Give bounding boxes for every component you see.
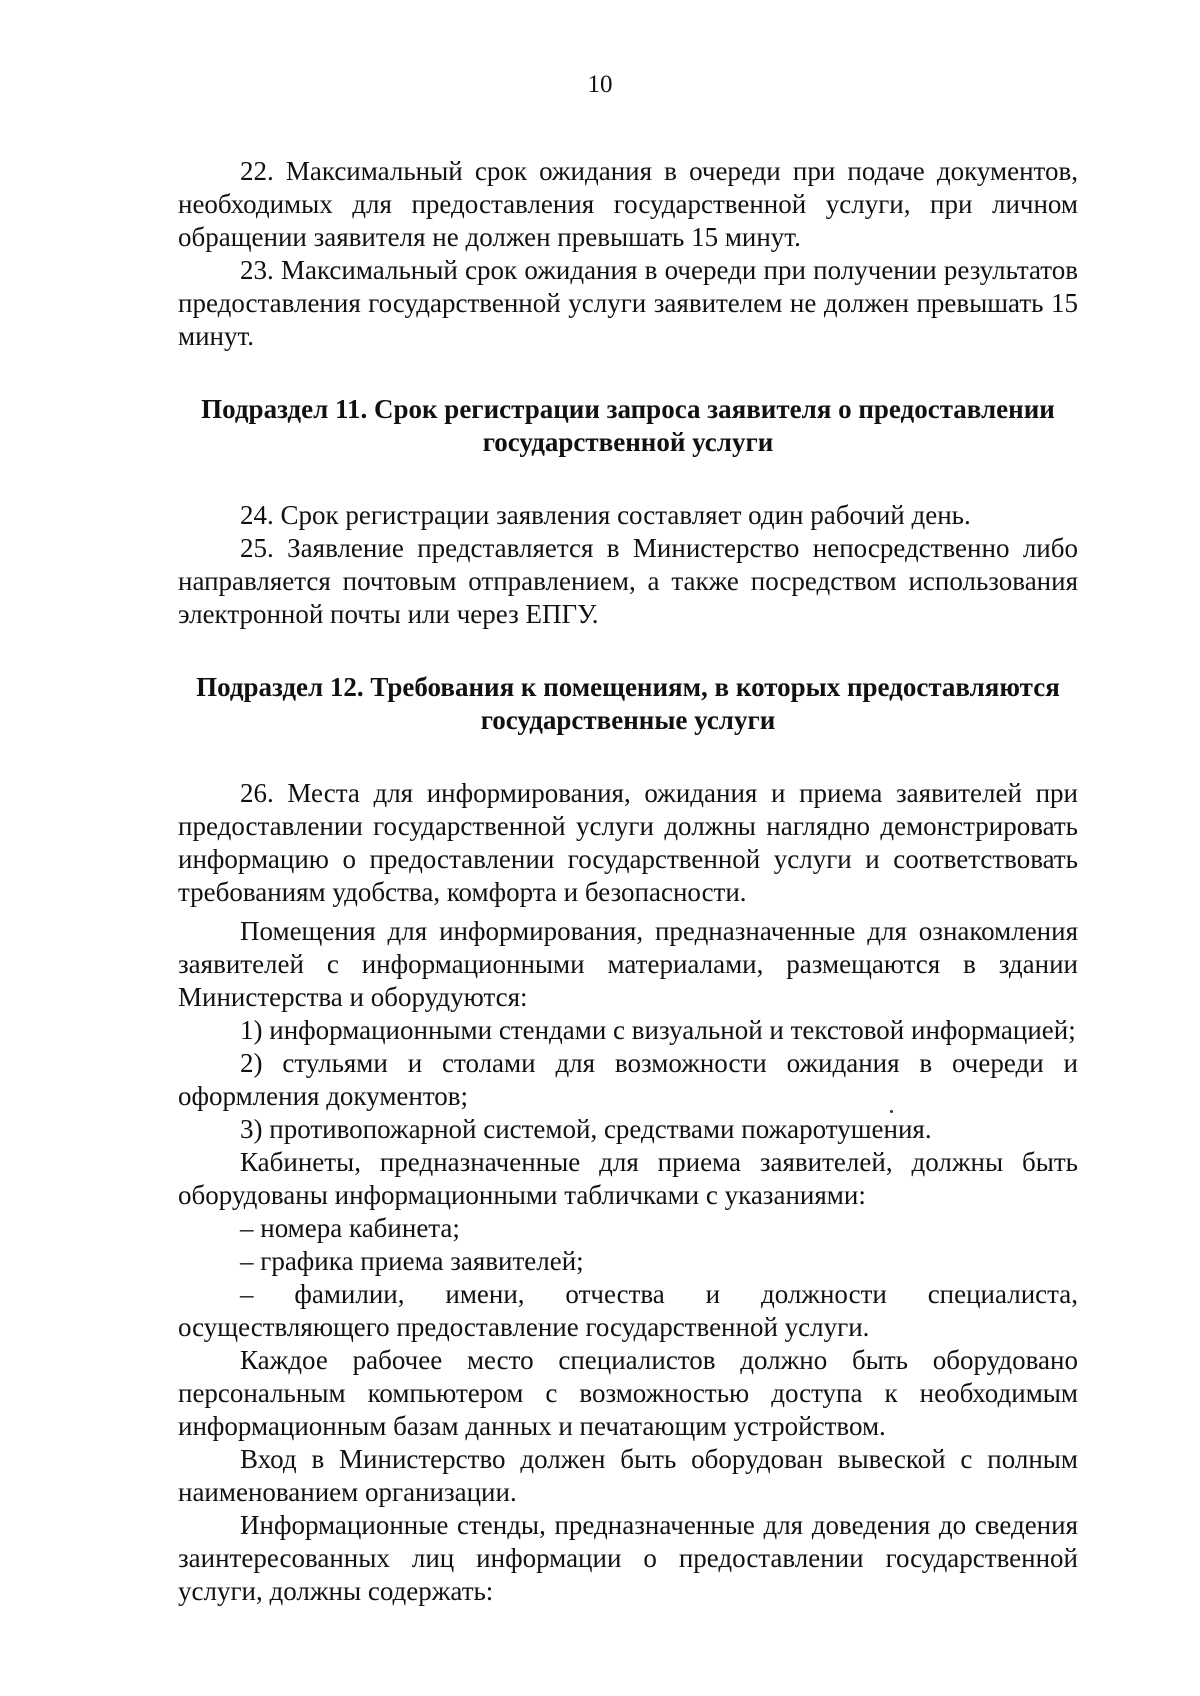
list-item-specialist: – фамилии, имени, отчества и должности специалиста, осуществляющего предоставление государственной услуги. [178, 1279, 1078, 1342]
paragraph-26: 26. Места для информирования, ожидания и приема заявителей при предоставлении государственной услуги должны наглядно демонстрировать информацию о предоставлении государственной услуги и соответствовать требованиям удобства, комфорта и безопасности. [178, 778, 1078, 907]
subsection-11-heading [178, 393, 1078, 459]
paragraph-22: 22. Максимальный срок ожидания в очереди при подаче документов, необходимых для предоставления государственной услуги, при личном обращении заявителя не должен превышать 15 минут. [178, 156, 1078, 252]
document-body [178, 155, 1078, 1608]
paragraph-info-stands: Информационные стенды, предназначенные для доведения до сведения заинтересованных лиц информации о предоставлении государственной услуги, должны содержать: [178, 1510, 1078, 1606]
subsection-11-heading-line1: Подраздел 11. Срок регистрации запроса заявителя о предоставлении [201, 394, 1055, 424]
list-item-1: 1) информационными стендами с визуальной и текстовой информацией; [240, 1015, 1076, 1045]
page-number: 10 [587, 71, 613, 98]
paragraph-info-rooms: Помещения для информирования, предназначенные для ознакомления заявителей с информационными материалами, размещаются в здании Министерства и оборудуются: [178, 916, 1078, 1012]
subsection-12-heading-line1: Подраздел 12. Требования к помещениям, в которых предоставляются [196, 672, 1060, 702]
paragraph-cabinets: Кабинеты, предназначенные для приема заявителей, должны быть оборудованы информационными табличками с указаниями: [178, 1147, 1078, 1210]
paragraph-25: 25. Заявление представляется в Министерство непосредственно либо направляется почтовым отправлением, а также посредством использования электронной почты или через ЕПГУ. [178, 533, 1078, 629]
paragraph-24: 24. Срок регистрации заявления составляет один рабочий день. [240, 500, 971, 530]
list-item-schedule: – графика приема заявителей; [240, 1246, 584, 1276]
paragraph-entrance: Вход в Министерство должен быть оборудован вывеской с полным наименованием организации. [178, 1444, 1078, 1507]
subsection-12-heading [178, 671, 1078, 737]
paragraph-workplace: Каждое рабочее место специалистов должно быть оборудовано персональным компьютером с возможностью доступа к необходимым информационным базам данных и печатающим устройством. [178, 1345, 1078, 1441]
scan-speck [890, 1110, 893, 1113]
paragraph-23: 23. Максимальный срок ожидания в очереди при получении результатов предоставления государственной услуги заявителем не должен превышать 15 минут. [178, 255, 1078, 351]
list-item-3: 3) противопожарной системой, средствами пожаротушения. [240, 1114, 932, 1144]
subsection-11-heading-line2: государственной услуги [482, 427, 774, 457]
subsection-12-heading-line2: государственные услуги [480, 705, 776, 735]
list-item-2: 2) стульями и столами для возможности ожидания в очереди и оформления документов; [178, 1048, 1078, 1111]
list-item-room-number: – номера кабинета; [240, 1213, 460, 1243]
